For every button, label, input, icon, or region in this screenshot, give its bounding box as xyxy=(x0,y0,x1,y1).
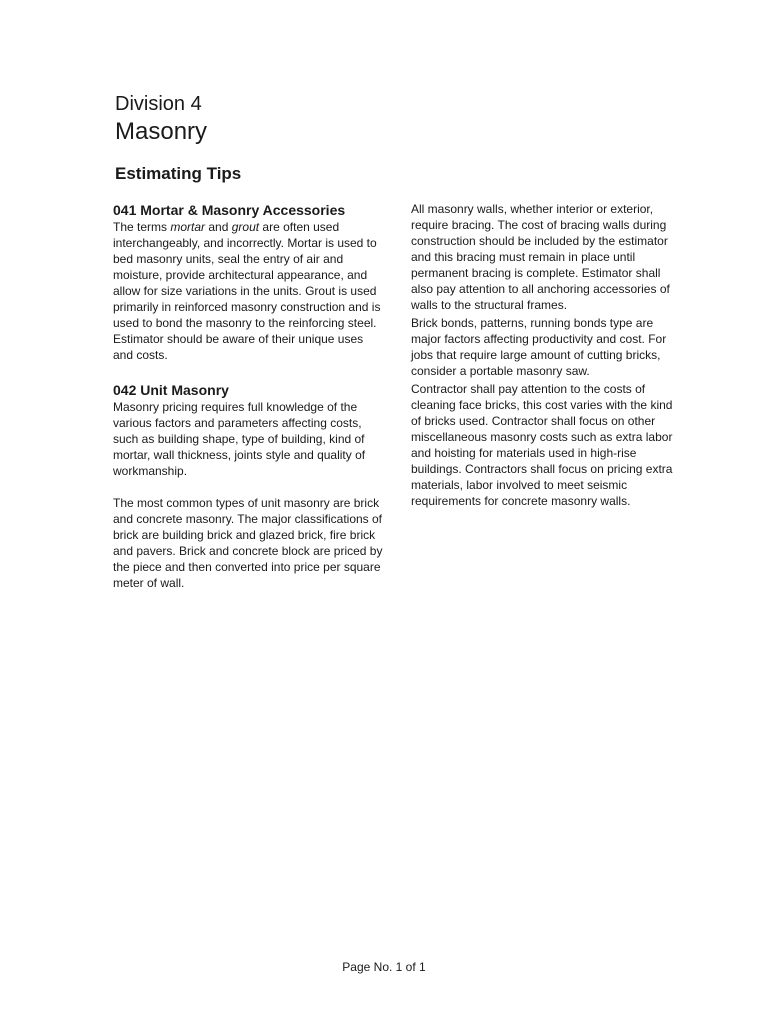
spacer xyxy=(113,479,385,495)
term-grout: grout xyxy=(231,220,260,234)
unit-masonry-paragraph-2: The most common types of unit masonry are brick and concrete masonry. The major classifications of brick are building brick and glazed brick, fire brick and pavers. Brick and concrete block are priced by the piece and then converted into price per square meter of wall. xyxy=(113,496,383,590)
cleaning-costs-paragraph: Contractor shall pay attention to the costs of cleaning face bricks, this cost varies with the kind of bricks used. Contractor shall focus on other miscellaneous masonry costs such as extra labor and hoisting for materials used in high-rise buildings. Contractors shall focus on pricing extra materials, labor involved to meet seismic requirements for concrete masonry walls. xyxy=(411,382,673,508)
bracing-paragraph: All masonry walls, whether interior or exterior, require bracing. The cost of bracing walls during construction should be included by the estimator and this bracing must remain in place until permanent bracing is complete. Estimator shall also pay attention to all anchoring accessories of walls to the structural frames. xyxy=(411,202,670,312)
left-column xyxy=(113,201,385,591)
brick-bonds-paragraph: Brick bonds, patterns, running bonds type are major factors affecting productivity and cost. For jobs that require large amount of cutting bricks, consider a portable masonry saw. xyxy=(411,316,667,378)
division-heading: Division 4 xyxy=(115,93,202,115)
section-heading-041: 041 Mortar & Masonry Accessories xyxy=(113,202,346,218)
unit-masonry-paragraph-1: Masonry pricing requires full knowledge of the various factors and parameters affecting costs, such as building shape, type of building, kind of mortar, wall thickness, joints style and quality of workmanship. xyxy=(113,400,366,478)
page-number: Page No. 1 of 1 xyxy=(342,960,426,974)
mortar-paragraph xyxy=(113,219,385,363)
page-title: Masonry xyxy=(115,118,208,145)
term-mortar: mortar xyxy=(170,220,206,234)
spacer xyxy=(113,363,385,381)
text-run: The terms xyxy=(113,220,171,234)
section-heading-042: 042 Unit Masonry xyxy=(113,382,229,398)
text-run: are often used interchangeably, and incorrectly. Mortar is used to bed masonry units, seal the entry of air and moisture, provide architectural appearance, and allow for size variations in the units. Grout is used primarily in reinforced masonry construction and is used to bond the masonry to the reinforcing steel. Estimator should be aware of their unique uses and costs. xyxy=(113,220,381,362)
section-subtitle: Estimating Tips xyxy=(115,164,242,183)
text-run: and xyxy=(205,220,232,234)
right-column xyxy=(411,201,679,509)
